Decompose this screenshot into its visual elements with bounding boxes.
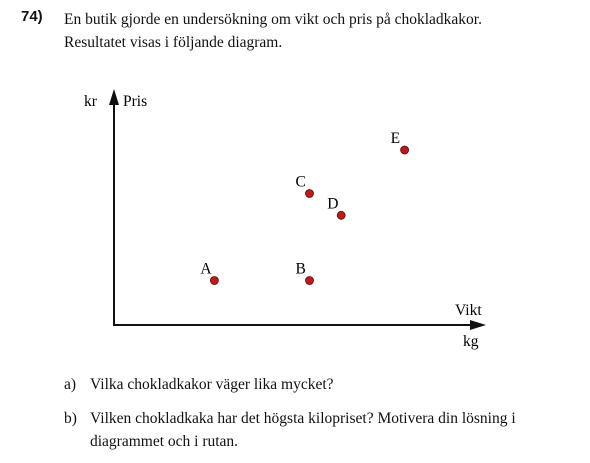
x-axis [113,302,486,350]
point-a [210,277,218,285]
y-axis-label: Pris [123,93,148,110]
point-label-a: A [200,260,212,278]
point-label-d: D [327,195,339,213]
y-axis [84,89,147,325]
point-c [306,190,314,198]
question-number: 74) [21,8,43,25]
point-label-b: B [295,260,306,278]
subquestion-b-text [90,407,516,453]
y-axis-unit: kr [84,93,97,110]
subquestion-a-text: Vilka chokladkakor väger lika mycket? [90,376,334,393]
subquestion-a-label: a) [64,376,77,393]
x-axis-unit: kg [463,333,479,350]
point-d [337,211,345,219]
subquestion-b-label: b) [64,410,77,427]
x-axis-arrow [470,320,486,330]
x-axis-label: Vikt [455,302,482,319]
point-e [401,146,409,154]
point-label-e: E [390,130,401,147]
y-axis-arrow [109,89,119,105]
intro-line-1: En butik gjorde en undersökning om vikt och pris på chokladkakor. [64,11,482,28]
point-label-c: C [295,173,306,191]
data-points [200,130,408,285]
subquestion-b-line-1: Vilken chokladkaka har det högsta kilopriset? Motivera din lösning i [90,410,516,427]
intro-line-2: Resultatet visas i följande diagram. [64,34,283,51]
subquestion-b-line-2: diagrammet och i rutan. [90,433,239,450]
point-b [306,277,314,285]
